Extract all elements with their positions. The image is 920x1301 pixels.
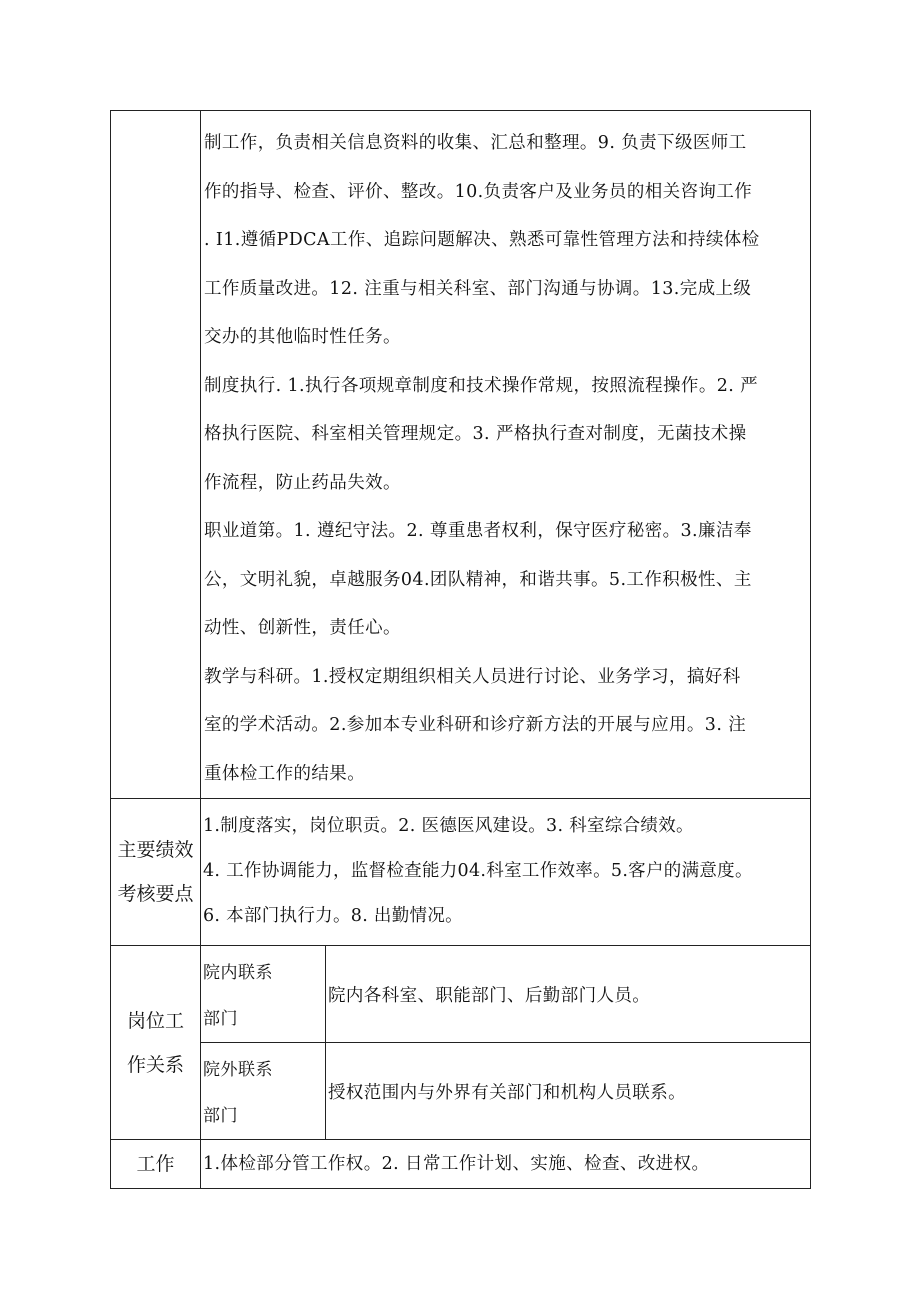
duties-line: 制度执行. 1.执行各项规章制度和技术操作常规，按照流程操作。2. 严: [204, 375, 759, 396]
duties-line: 室的学术活动。2.参加本专业科研和诊疗新方法的开展与应用。3. 注: [204, 715, 747, 735]
relations-external-row: [111, 1043, 811, 1140]
performance-line: 1.制度落实，岗位职贡。2. 医德医风建设。3. 科室综合绩效。: [203, 816, 694, 836]
external-contact-label: [201, 1043, 326, 1140]
authority-label: 工作: [111, 1140, 201, 1189]
relations-internal-row: [111, 946, 811, 1043]
performance-line: 4. 工作协调能力，监督检查能力04.科室工作效率。5.客户的满意度。: [203, 861, 753, 881]
internal-contact-label-line: 部门: [203, 1009, 238, 1029]
duties-line: 制工作，负责相关信息资料的收集、汇总和整理。9. 负责下级医师工: [204, 133, 747, 153]
internal-contact-value: 院内各科室、职能部门、后勤部门人员。: [326, 946, 811, 1043]
duties-line: . I1.遵循PDCA工作、追踪问题解决、熟悉可靠性管理方法和持续体检: [204, 230, 760, 250]
internal-contact-label: [201, 946, 326, 1043]
external-contact-label-line: 部门: [203, 1106, 238, 1126]
performance-content-cell: [201, 799, 811, 946]
authority-text: 1.体检部分管工作权。2. 日常工作计划、实施、检查、改进权。: [203, 1154, 710, 1174]
duties-line: 公，文明礼貌，卓越服务04.团队精神，和谐共事。5.工作积极性、主: [204, 569, 752, 590]
duties-line: 教学与科研。1.授权定期组织相关人员进行讨论、业务学习，搞好科: [204, 666, 741, 687]
performance-label-line: 主要绩效: [117, 839, 194, 861]
duties-line: 作的指导、检查、评价、整改。10.负责客户及业务员的相关咨询工作: [204, 181, 753, 202]
performance-line: 6. 本部门执行力。8. 出勤情况。: [203, 906, 463, 926]
duties-text: [204, 119, 810, 798]
duties-line: 工作质量改进。12. 注重与相关科室、部门沟通与协调。13.完成上级: [204, 278, 752, 299]
duties-line: 重体检工作的结果。: [204, 763, 366, 784]
duties-line: 作流程，防止药品失效。: [204, 472, 401, 493]
job-description-table: [110, 110, 811, 1189]
external-contact-label-line: 院外联系: [203, 1060, 273, 1080]
duties-line: 交办的其他临时性任务。: [204, 327, 401, 347]
duties-line: 格执行医院、科室相关管理规定。3. 严格执行查对制度，无菌技术操: [204, 424, 747, 444]
internal-contact-label-line: 院内联系: [203, 963, 273, 983]
authority-content-cell: [201, 1140, 811, 1189]
duties-content-cell: [201, 111, 811, 799]
external-contact-value: 授权范围内与外界有关部门和机构人员联系。: [326, 1043, 811, 1140]
authority-row: [111, 1140, 811, 1189]
duties-label-cell: [111, 111, 201, 799]
performance-label: [111, 799, 201, 946]
relations-label-line: 岗位工: [126, 1009, 184, 1032]
performance-row: [111, 799, 811, 946]
relations-label-line: 作关系: [126, 1053, 184, 1076]
duties-row: [111, 111, 811, 799]
relations-label: [111, 946, 201, 1140]
duties-line: 职业道第。1. 遵纪守法。2. 尊重患者权利，保守医疗秘密。3.廉洁奉: [204, 521, 752, 541]
performance-label-line: 考核要点: [117, 883, 194, 905]
duties-line: 动性、创新性，责任心。: [204, 618, 401, 638]
